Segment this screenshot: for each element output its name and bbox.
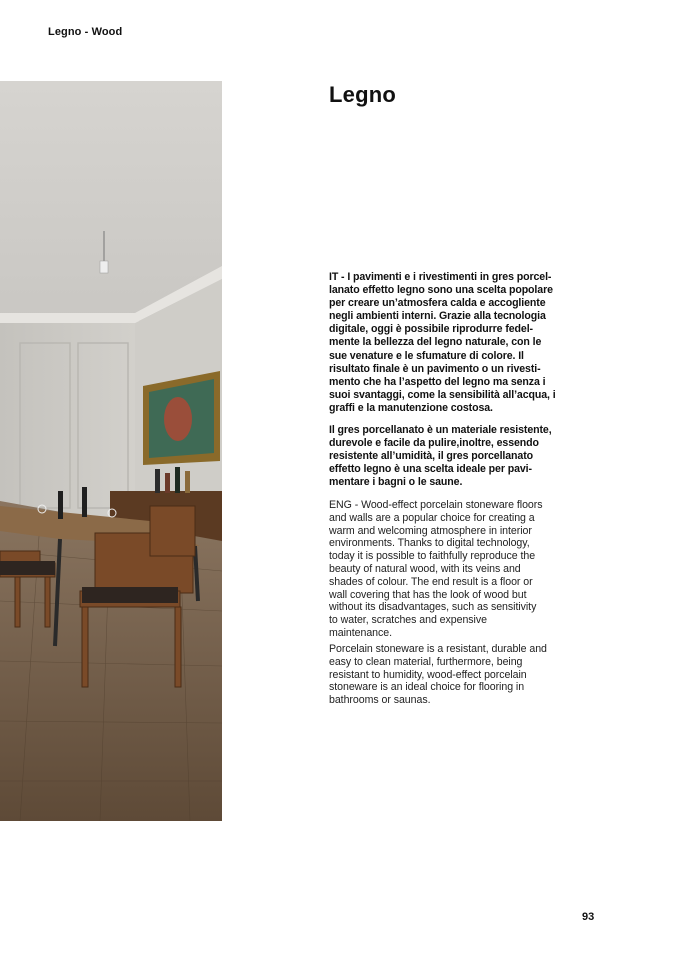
italian-paragraph-1: IT - I pavimenti e i rivestimenti in gres porcel- lanato effetto legno sono una scelta popolare per creare un’atmosfera calda e accogliente negli ambienti interni. Grazie alla tecnologia digitale, oggi è possibile riprodurre fedel- mente la bellezza del legno naturale, con le sue venature e le sfumature di colore. Il risultato finale è un pavimento o un rivesti- mento che ha l’aspetto del legno ma senza i suoi svantaggi, come la sensibilità all’acqua, i graffi e la manutenzione costosa. bbox=[329, 271, 556, 414]
interior-photo bbox=[0, 81, 222, 821]
page-number: 93 bbox=[582, 911, 595, 923]
italian-paragraph-2: Il gres porcellanato è un materiale resistente, durevole e facile da pulire,inoltre, essendo resistente all’umidità, il gres porcellanato effetto legno è una scelta ideale per pavi- mentare i bagni o le saune. bbox=[329, 424, 552, 489]
section-header: Legno - Wood bbox=[48, 26, 123, 38]
page-title: Legno bbox=[329, 82, 396, 107]
english-paragraph-1: ENG - Wood-effect porcelain stoneware floors and walls are a popular choice for creating a warm and welcoming atmosphere in interior environments. Thanks to digital technology, today it is possible to faithfully reproduce the beauty of natural wood, with its veins and shades of colour. The end result is a floor or wall covering that has the look of wood but without its disadvantages, such as sensitivity to water, scratches and expensive maintenance. bbox=[329, 499, 543, 639]
english-text-block bbox=[329, 499, 581, 640]
english-text-block-2 bbox=[329, 643, 581, 707]
italian-text-block bbox=[329, 271, 581, 415]
italian-text-block-2 bbox=[329, 424, 581, 489]
english-paragraph-2: Porcelain stoneware is a resistant, durable and easy to clean material, furthermore, being resistant to humidity, wood-effect porcelain stoneware is an ideal choice for flooring in bathrooms or saunas. bbox=[329, 643, 547, 707]
